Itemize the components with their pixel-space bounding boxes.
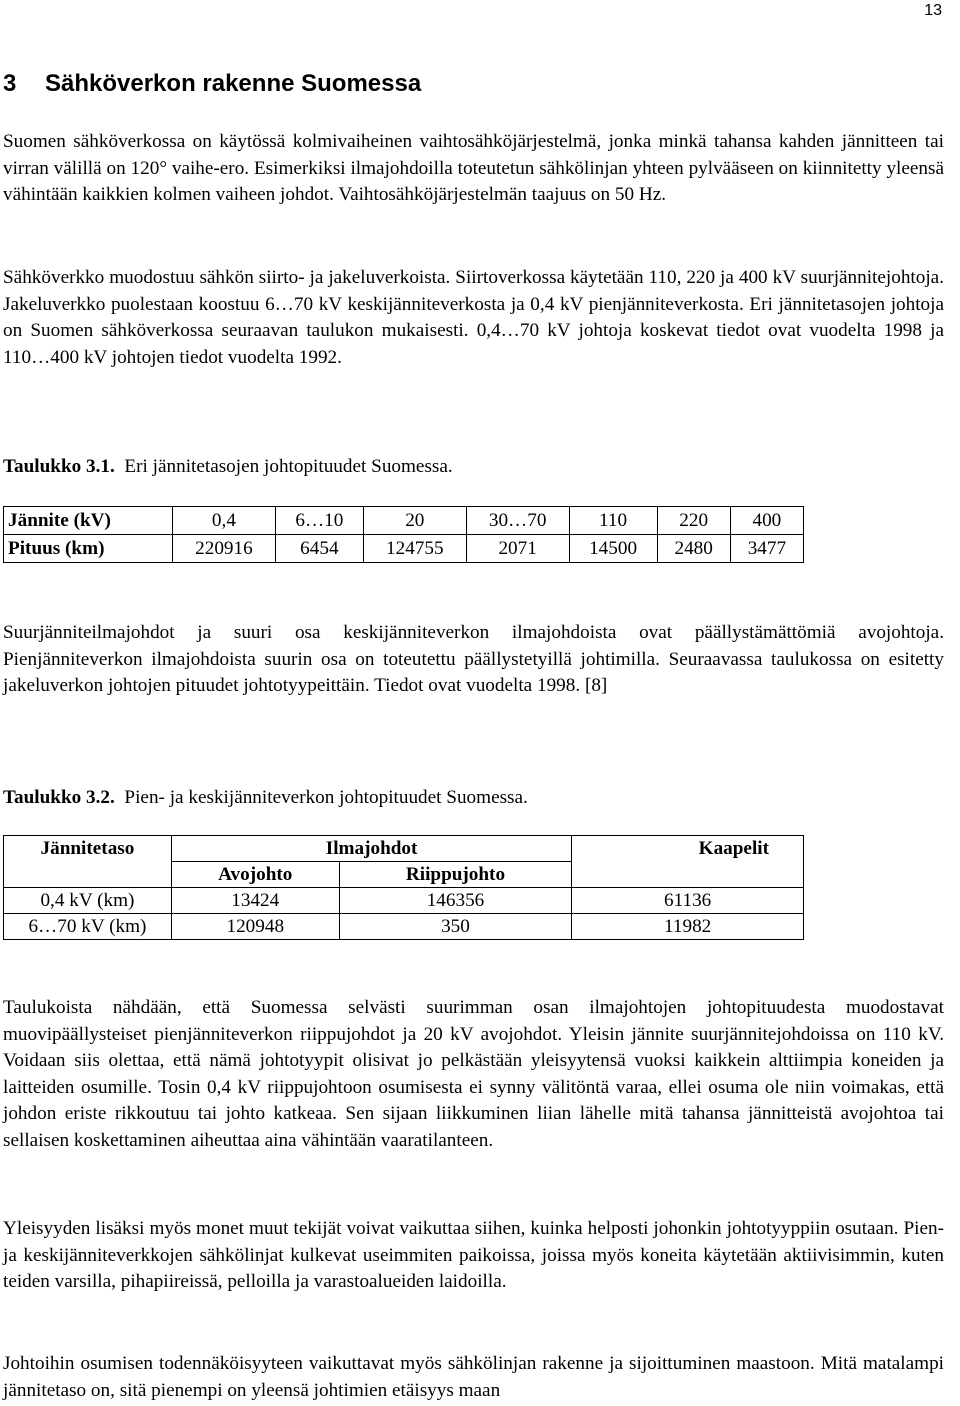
- row-header-length: Pituus (km): [4, 535, 173, 563]
- table2-caption-label: Taulukko 3.2.: [3, 787, 115, 808]
- hanging-cell: 146356: [339, 888, 572, 914]
- level-cell: 0,4 kV (km): [4, 888, 172, 914]
- voltage-cell: 400: [730, 507, 803, 535]
- voltage-cell: 0,4: [173, 507, 276, 535]
- cables-cell: 11982: [572, 914, 804, 940]
- level-cell: 6…70 kV (km): [4, 914, 172, 940]
- table-row: [4, 914, 804, 940]
- table1-caption: [3, 456, 453, 478]
- table-subheader-row: [4, 862, 804, 888]
- subheader-open-line: Avojohto: [171, 862, 339, 888]
- table-row: [4, 507, 804, 535]
- voltage-cell: 30…70: [466, 507, 569, 535]
- table-row: [4, 888, 804, 914]
- table2-caption: [3, 787, 528, 809]
- voltage-cell: 20: [363, 507, 466, 535]
- line-length-by-type-table: [3, 835, 804, 940]
- table2-caption-text: Pien- ja keskijänniteverkon johtopituudet Suomessa.: [124, 787, 528, 808]
- row-header-voltage: Jännite (kV): [4, 507, 173, 535]
- voltage-cell: 220: [657, 507, 730, 535]
- paragraph-3: Suurjänniteilmajohdot ja suuri osa keskijänniteverkon ilmajohdoista ovat päällystämättömiä avojohtoja. Pienjänniteverkon ilmajohdoista suurin osa on toteutettu päällystetyillä johtimilla. Seuraavassa taulukossa on esitetty jakeluverkon johtojen pituudet johtotyypeittäin. Tiedot ovat vuodelta 1998. [8]: [3, 622, 944, 697]
- paragraph-4: Taulukoista nähdään, että Suomessa selvästi suurimman osan ilmajohtojen johtopituudesta muodostavat muovipäällysteiset pienjänniteverkon riippujohdot ja 20 kV avojohdot. Yleisin jännite suurjännitejohdoissa on 110 kV. Voidaan siis olettaa, että nämä johtotyypit olisivat jo pelkästään yleisyytensä vuoksi kaikkein alttiimpia koneiden ja laitteiden osumille. Tosin 0,4 kV riippujohtoon osumisesta ei synny välitöntä varaa, ellei osuma ole niin voimakas, että johdon eriste rikkoutuu tai johto katkeaa. Sen sijaan liikkuminen liian lähelle mitä tahansa jännitteistä avojohtoa tai sellaisen koskettaminen aiheuttaa aina vähintään vaaratilanteen.: [3, 997, 944, 1151]
- section-title: Sähköverkon rakenne Suomessa: [45, 70, 422, 97]
- paragraph-6: Johtoihin osumisen todennäköisyyteen vaikuttavat myös sähkölinjan rakenne ja sijoittuminen maastoon. Mitä matalampi jännitetaso on, sitä pienempi on yleensä johtimien etäisyys maan: [3, 1353, 944, 1401]
- paragraph-1: Suomen sähköverkossa on käytössä kolmivaiheinen vaihtosähköjärjestelmä, jonka minkä tahansa kahden jännitteen tai virran välillä on 120° vaihe-ero. Esimerkiksi ilmajohdoilla toteutetun sähkölinjan yhteen pylvääseen on kiinnitetty yleensä vähintään kaikkien kolmen vaiheen johdot. Vaihtosähköjärjestelmän taajuus on 50 Hz.: [3, 131, 944, 206]
- voltage-cell: 110: [569, 507, 657, 535]
- length-cell: 6454: [275, 535, 363, 563]
- length-cell: 124755: [363, 535, 466, 563]
- subheader-hanging-line: Riippujohto: [339, 862, 572, 888]
- length-cell: 14500: [569, 535, 657, 563]
- table1-caption-label: Taulukko 3.1.: [3, 456, 115, 477]
- open-cell: 13424: [171, 888, 339, 914]
- table1-caption-text: Eri jännitetasojen johtopituudet Suomessa.: [124, 456, 453, 477]
- section-heading: [3, 70, 421, 98]
- header-overhead-lines: Ilmajohdot: [171, 836, 571, 862]
- section-number: 3: [3, 70, 17, 97]
- table-row: [4, 535, 804, 563]
- header-voltage-level: Jännitetaso: [4, 836, 172, 862]
- paragraph-5: Yleisyyden lisäksi myös monet muut tekijät voivat vaikuttaa siihen, kuinka helposti johonkin johtotyyppiin osutaan. Pien- ja keskijänniteverkkojen sähkölinjat kulkevat useimmiten paikoissa, joissa myös koneita käytetään aktiivisimmin, kuten teiden varsilla, pihapiireissä, pelloilla ja varastoalueiden laidoilla.: [3, 1218, 944, 1293]
- page-number: 13: [924, 2, 942, 19]
- length-cell: 2480: [657, 535, 730, 563]
- header-cables: Kaapelit: [572, 836, 804, 862]
- open-cell: 120948: [171, 914, 339, 940]
- paragraph-2: Sähköverkko muodostuu sähkön siirto- ja jakeluverkoista. Siirtoverkossa käytetään 110, 220 ja 400 kV suurjännitejohtoja. Jakeluverkko puolestaan koostuu 6…70 kV keskijänniteverkosta ja 0,4 kV pienjänniteverkosta. Eri jännitetasojen johtoja on Suomen sähköverkossa seuraavan taulukon mukaisesti. 0,4…70 kV johtoja koskevat tiedot ovat vuodelta 1998 ja 110…400 kV johtojen tiedot vuodelta 1992.: [3, 267, 944, 368]
- table-header-row: [4, 836, 804, 862]
- voltage-length-table: [3, 506, 804, 563]
- length-cell: 220916: [173, 535, 276, 563]
- length-cell: 2071: [466, 535, 569, 563]
- hanging-cell: 350: [339, 914, 572, 940]
- voltage-cell: 6…10: [275, 507, 363, 535]
- length-cell: 3477: [730, 535, 803, 563]
- cables-cell: 61136: [572, 888, 804, 914]
